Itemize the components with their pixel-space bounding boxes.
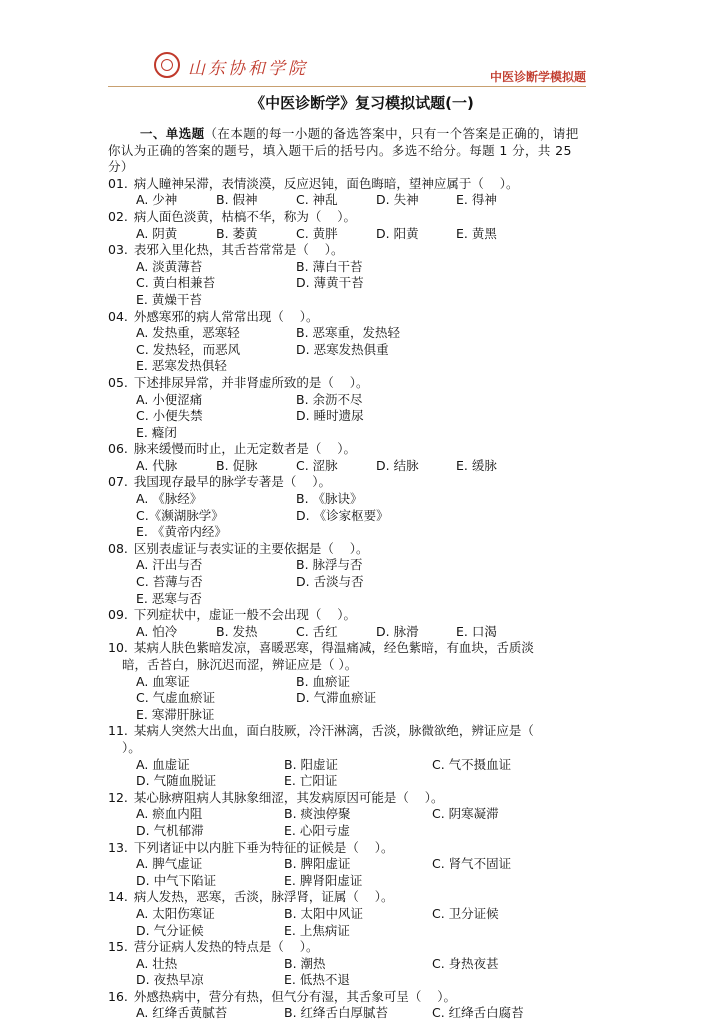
answer-option: A. 代脉: [136, 457, 178, 473]
answer-options: [108, 491, 588, 541]
answer-option: B. 阳虚证: [284, 756, 339, 772]
question-text-continued: ）。: [122, 739, 141, 755]
answer-option: C. 黄胖: [296, 225, 338, 241]
answer-options: [108, 856, 588, 889]
answer-option: E. 低热不退: [284, 972, 350, 988]
question-number: 04.: [108, 308, 128, 324]
answer-option: C. 涩脉: [296, 457, 338, 473]
question-number: 11.: [108, 723, 128, 739]
question-stem: [108, 939, 588, 956]
answer-option: C. 卫分证候: [432, 905, 499, 921]
answer-option: D. 气滞血瘀证: [296, 690, 377, 706]
question-stem: [108, 176, 588, 193]
answer-options: [108, 325, 588, 375]
answer-options: [108, 392, 588, 442]
question-text: 营分证病人发热的特点是（ ）。: [133, 939, 319, 955]
answer-option: A. 阴黄: [136, 225, 178, 241]
answer-option: E. 黄黑: [456, 225, 497, 241]
exam-content: [108, 126, 588, 1022]
answer-options: [108, 956, 588, 989]
answer-option: C. 气不摄血证: [432, 756, 512, 772]
answer-option: C. 阴寒凝滞: [432, 806, 499, 822]
answer-option: B. 萎黄: [216, 225, 258, 241]
question-text: 某病人突然大出血，面白肢厥，冷汗淋漓，舌淡，脉微欲绝，辨证应是（: [133, 723, 534, 739]
answer-option: E. 脾肾阳虚证: [284, 872, 363, 888]
answer-option: D. 气机郁滞: [136, 822, 204, 838]
question-item: [108, 640, 588, 723]
answer-option: D. 薄黄干苔: [296, 275, 364, 291]
answer-option: D. 失神: [376, 192, 419, 208]
question-item: [108, 723, 588, 789]
question-stem: [108, 474, 588, 491]
school-seal-logo: [154, 52, 180, 78]
question-text: 外感寒邪的病人常常出现（ ）。: [133, 308, 319, 324]
answer-option: D. 气随血脱证: [136, 773, 217, 789]
answer-option: D. 中气下陷证: [136, 872, 217, 888]
question-number: 07.: [108, 474, 128, 490]
answer-option: E. 《黄帝内经》: [136, 524, 227, 540]
question-text: 某心脉痹阻病人其脉象细涩，其发病原因可能是（ ）。: [133, 789, 444, 805]
page-header: [108, 52, 586, 90]
answer-option: E. 恶寒与否: [136, 590, 202, 606]
question-item: [108, 939, 588, 989]
question-text: 区别表虚证与表实证的主要依据是（ ）。: [133, 540, 369, 556]
question-item: [108, 441, 588, 474]
answer-option: C. 肾气不固证: [432, 856, 512, 872]
question-number: 12.: [108, 789, 128, 805]
question-stem: [108, 723, 588, 740]
answer-option: C. 发热轻，而恶风: [136, 341, 241, 357]
answer-option: A. 血寒证: [136, 673, 190, 689]
question-text: 某病人肤色紫暗发凉，喜暖恶寒，得温痛减，经色紫暗，有血块，舌质淡: [133, 640, 534, 656]
answer-option: C.《濒湖脉学》: [136, 507, 224, 523]
answer-option: B. 发热: [216, 623, 258, 639]
answer-option: C. 气虚血瘀证: [136, 690, 216, 706]
question-stem: [108, 640, 588, 657]
question-item: [108, 790, 588, 840]
answer-option: E. 恶寒发热俱轻: [136, 358, 227, 374]
question-text: 表邪入里化热，其舌苔常常是（ ）。: [133, 242, 344, 258]
question-stem: [108, 607, 588, 624]
question-stem: [108, 375, 588, 392]
question-stem: [108, 441, 588, 458]
question-stem: [108, 790, 588, 807]
answer-option: D. 恶寒发热俱重: [296, 341, 389, 357]
question-list: [108, 176, 588, 1022]
answer-option: A. 小便涩痛: [136, 391, 203, 407]
question-item: [108, 989, 588, 1022]
answer-option: B. 痰浊停聚: [284, 806, 351, 822]
question-stem: [108, 541, 588, 558]
question-item: [108, 375, 588, 441]
answer-options: [108, 557, 588, 607]
answer-option: B. 薄白干苔: [296, 258, 363, 274]
answer-option: B. 潮热: [284, 955, 326, 971]
question-number: 10.: [108, 640, 128, 656]
doc-label: 中医诊断学模拟题: [489, 70, 586, 84]
answer-option: B. 促脉: [216, 457, 258, 473]
answer-option: A. 血虚证: [136, 756, 190, 772]
answer-options: [108, 259, 588, 309]
answer-option: E. 心阳亏虚: [284, 822, 350, 838]
answer-option: C. 红绛舌白腐苔: [432, 1005, 524, 1021]
question-text: 下列症状中，虚证一般不会出现（ ）。: [133, 607, 357, 623]
answer-option: D. 气分证候: [136, 922, 204, 938]
answer-options: [108, 806, 588, 839]
answer-option: B. 脉浮与否: [296, 557, 363, 573]
question-stem: [108, 309, 588, 326]
answer-option: D. 脉滑: [376, 623, 419, 639]
answer-option: B. 假神: [216, 192, 258, 208]
page-title: 《中医诊断学》复习模拟试题(一): [250, 94, 474, 112]
answer-options: [108, 192, 588, 209]
question-item: [108, 840, 588, 890]
question-item: [108, 176, 588, 209]
question-stem: [108, 840, 588, 857]
answer-option: E. 缓脉: [456, 457, 497, 473]
answer-option: A. 汗出与否: [136, 557, 203, 573]
question-number: 01.: [108, 175, 128, 191]
question-item: [108, 889, 588, 939]
answer-options: [108, 624, 588, 641]
question-number: 02.: [108, 208, 128, 224]
question-item: [108, 607, 588, 640]
question-item: [108, 242, 588, 308]
answer-options: [108, 226, 588, 243]
answer-options: [108, 1005, 588, 1022]
answer-option: B. 太阳中风证: [284, 905, 364, 921]
answer-option: E. 黄燥干苔: [136, 291, 202, 307]
answer-option: A. 淡黄薄苔: [136, 258, 203, 274]
question-number: 06.: [108, 441, 128, 457]
question-number: 14.: [108, 889, 128, 905]
question-text: 我国现存最早的脉学专著是（ ）。: [133, 474, 332, 490]
question-number: 16.: [108, 988, 128, 1004]
answer-option: E. 寒滞肝脉证: [136, 706, 215, 722]
question-stem: [108, 989, 588, 1006]
answer-option: E. 得神: [456, 192, 497, 208]
section-instructions: （在本题的每一小题的备选答案中，只有一个答案是正确的，请把你认为正确的答案的题号，填入题干后的括号内。多选不给分。每题 1 分，共 25 分）: [108, 126, 579, 175]
answer-option: E. 癃闭: [136, 424, 177, 440]
answer-option: C. 身热夜甚: [432, 955, 499, 971]
answer-option: B. 《脉诀》: [296, 491, 363, 507]
answer-options: [108, 906, 588, 939]
question-item: [108, 209, 588, 242]
answer-option: E. 亡阳证: [284, 773, 338, 789]
answer-option: B. 红绛舌白厚腻苔: [284, 1005, 389, 1021]
answer-option: B. 恶寒重，发热轻: [296, 325, 401, 341]
question-item: [108, 541, 588, 607]
answer-options: [108, 674, 588, 724]
question-item: [108, 474, 588, 540]
answer-option: C. 苔薄与否: [136, 574, 203, 590]
question-text-continued: 暗，舌苔白，脉沉迟而涩，辨证应是（ ）。: [122, 657, 358, 672]
answer-option: E. 口渴: [456, 623, 497, 639]
answer-option: B. 余沥不尽: [296, 391, 363, 407]
question-item: [108, 309, 588, 375]
answer-option: A. 脾气虚证: [136, 856, 203, 872]
answer-option: D. 舌淡与否: [296, 574, 364, 590]
question-stem: [108, 242, 588, 259]
header-divider: [108, 86, 586, 87]
answer-option: C. 舌红: [296, 623, 338, 639]
question-text: 下列诸证中以内脏下垂为特征的证候是（ ）。: [133, 839, 394, 855]
answer-option: D. 睡时遗尿: [296, 408, 364, 424]
answer-option: A. 少神: [136, 192, 178, 208]
question-text: 病人发热，恶寒，舌淡，脉浮肾，证属（ ）。: [133, 889, 394, 905]
answer-option: A. 太阳伤寒证: [136, 905, 215, 921]
section-intro: [108, 126, 588, 176]
question-text: 脉来缓慢而时止，止无定数者是（ ）。: [133, 441, 357, 457]
answer-option: D. 《诊家枢要》: [296, 507, 389, 523]
answer-option: C. 小便失禁: [136, 408, 203, 424]
answer-options: [108, 458, 588, 475]
answer-option: C. 神乱: [296, 192, 338, 208]
question-text: 病人面色淡黄，枯槁不华，称为（ ）。: [133, 208, 357, 224]
school-name-logo: 山东协和学院: [188, 59, 308, 79]
answer-option: D. 结脉: [376, 457, 419, 473]
question-text: 下述排尿异常，并非肾虚所致的是（ ）。: [133, 374, 369, 390]
answer-option: A. 瘀血内阻: [136, 806, 203, 822]
question-number: 15.: [108, 939, 128, 955]
answer-option: D. 夜热早凉: [136, 972, 204, 988]
answer-option: A. 壮热: [136, 955, 178, 971]
answer-option: D. 阳黄: [376, 225, 419, 241]
answer-option: E. 上焦病证: [284, 922, 350, 938]
answer-option: A. 怕冷: [136, 623, 178, 639]
question-number: 08.: [108, 540, 128, 556]
question-stem: [108, 889, 588, 906]
answer-option: C. 黄白相兼苔: [136, 275, 216, 291]
answer-option: B. 血瘀证: [296, 673, 351, 689]
section-heading: 一、单选题: [140, 126, 205, 141]
question-text: 病人瞳神呆滞，表情淡漠，反应迟钝，面色晦暗，望神应属于（ ）。: [133, 175, 519, 191]
answer-option: A. 《脉经》: [136, 491, 203, 507]
answer-option: A. 发热重，恶寒轻: [136, 325, 240, 341]
question-text: 外感热病中，营分有热，但气分有湿，其舌象可呈（ ）。: [133, 988, 457, 1004]
question-number: 03.: [108, 242, 128, 258]
answer-option: A. 红绛舌黄腻苔: [136, 1005, 228, 1021]
question-number: 05.: [108, 374, 128, 390]
question-stem: [108, 209, 588, 226]
answer-options: [108, 757, 588, 790]
answer-option: B. 脾阳虚证: [284, 856, 351, 872]
question-number: 09.: [108, 607, 128, 623]
question-number: 13.: [108, 839, 128, 855]
